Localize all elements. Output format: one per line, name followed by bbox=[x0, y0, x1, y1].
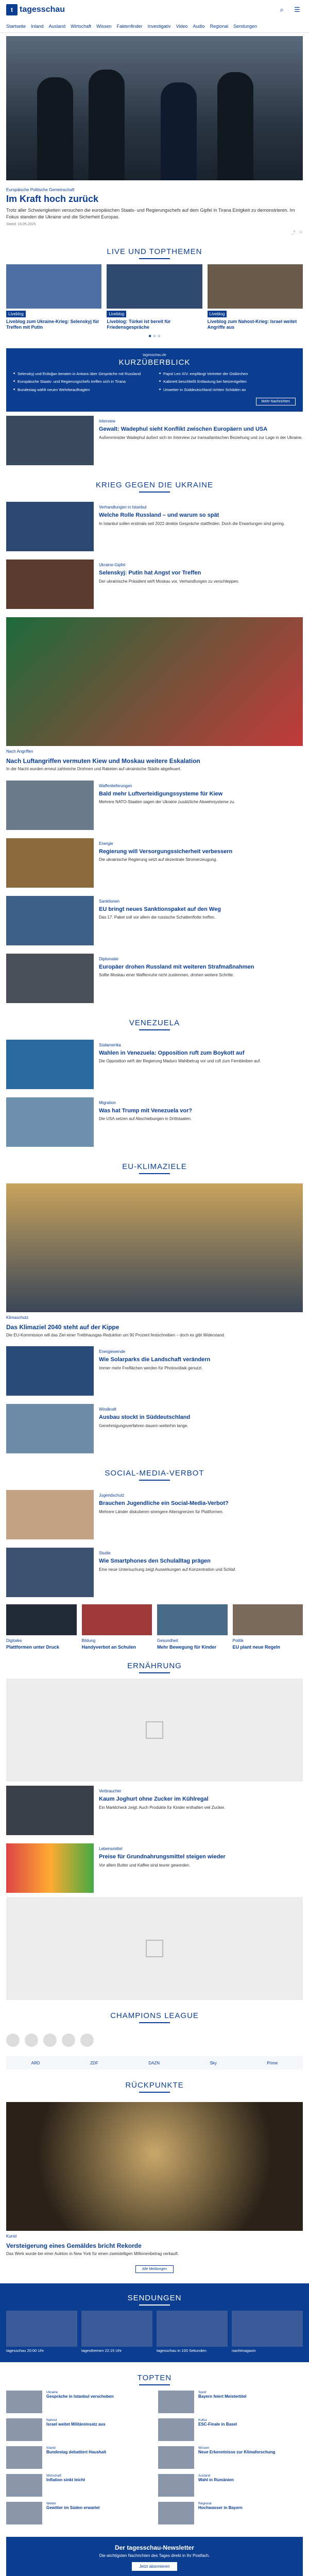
article-body bbox=[99, 1843, 303, 1893]
article-body bbox=[99, 896, 303, 945]
match-row[interactable] bbox=[0, 2028, 309, 2052]
article-desc: Die USA setzen auf Abschiebungen in Drittstaaten. bbox=[99, 1116, 192, 1122]
mini-kicker: Wetter bbox=[46, 2502, 57, 2506]
article-teaser[interactable] bbox=[0, 1782, 309, 1839]
mini-teaser[interactable] bbox=[158, 2391, 303, 2413]
article-teaser[interactable] bbox=[0, 1342, 309, 1400]
article-teaser[interactable] bbox=[0, 555, 309, 613]
sendung-image bbox=[6, 2311, 77, 2347]
team-logo bbox=[43, 2033, 57, 2047]
article-desc: Eine neue Untersuchung zeigt Auswirkungen auf Konzentration und Schlaf. bbox=[99, 1567, 236, 1572]
article-teaser[interactable] bbox=[0, 1839, 309, 1897]
article-title: Wie Smartphones den Schulalltag prägen bbox=[99, 1558, 211, 1565]
live-card[interactable] bbox=[6, 264, 101, 331]
grid-card[interactable] bbox=[82, 1604, 152, 1650]
mini-kicker: Wirtschaft bbox=[46, 2474, 61, 2478]
article-teaser[interactable] bbox=[0, 892, 309, 950]
article-title: Regierung will Versorgungssicherheit verbessern bbox=[99, 848, 233, 855]
article-image bbox=[6, 1786, 94, 1835]
nav-item-investigativ[interactable]: Investigativ bbox=[147, 23, 171, 29]
article-image bbox=[6, 1548, 94, 1597]
video-placeholder[interactable] bbox=[6, 1679, 303, 1782]
article-image bbox=[6, 1404, 94, 1453]
article-body bbox=[99, 416, 303, 465]
article-title: Nach Luftangriffen vermuten Kiew und Moskau weitere Eskalation bbox=[6, 757, 200, 765]
grid-image bbox=[6, 1604, 77, 1635]
hero-person bbox=[37, 77, 73, 180]
hero-teaser: Trotz aller Schwierigkeiten versuchen die europäischen Staats- und Regierungschefs auf dem Gipfel in Tirana Einigkeit zu demonstrieren. Im Fokus standen die Ukraine und die Sicherheit Europas. bbox=[6, 207, 295, 219]
mini-teaser[interactable] bbox=[158, 2502, 303, 2524]
live-kicker: Liveblog bbox=[6, 311, 26, 317]
article-image bbox=[6, 1346, 94, 1396]
article-title: Welche Rolle Russland – und warum so spät bbox=[99, 512, 219, 518]
article-kicker: Klimaschutz bbox=[6, 1315, 29, 1320]
article-title: Selenskyj: Putin hat Angst vor Treffen bbox=[99, 569, 201, 576]
section-title-eu: EU-KLIMAZIELE bbox=[0, 1162, 309, 1174]
mini-image bbox=[158, 2446, 194, 2469]
share-icon[interactable]: ⤴ bbox=[290, 230, 296, 235]
logo-text: tagesschau bbox=[20, 5, 65, 14]
article-desc: Die Opposition wirft der Regierung Maduro Wahlbetrug vor und ruft zum Fernbleiben auf. bbox=[99, 1059, 261, 1064]
mini-teaser[interactable] bbox=[6, 2446, 151, 2469]
image-placeholder-icon bbox=[146, 1940, 163, 1957]
mini-teaser[interactable] bbox=[158, 2474, 303, 2497]
hero-text bbox=[6, 184, 303, 226]
article-image bbox=[6, 1843, 94, 1893]
article-teaser-large[interactable] bbox=[0, 613, 309, 776]
article-title: Brauchen Jugendliche ein Social-Media-Verbot? bbox=[99, 1500, 229, 1507]
live-title: Liveblog zum Ukraine-Krieg: Selenskyj für Treffen mit Putin bbox=[6, 318, 99, 330]
section-title-social: SOCIAL-MEDIA-VERBOT bbox=[0, 1469, 309, 1481]
mini-image bbox=[6, 2418, 42, 2441]
live-image bbox=[6, 264, 101, 309]
partner-logo[interactable]: ARD bbox=[31, 2060, 40, 2065]
article-kicker: Lebensmittel bbox=[99, 1846, 123, 1852]
grid-kicker: Digitales bbox=[6, 1638, 22, 1643]
article-body bbox=[99, 954, 303, 1003]
article-body bbox=[99, 1040, 303, 1089]
mini-title: Neue Erkenntnisse zur Klimaforschung bbox=[198, 2450, 276, 2455]
article-title: Kaum Joghurt ohne Zucker im Kühlregal bbox=[99, 1796, 209, 1803]
box-title: KURZÜBERBLICK bbox=[118, 358, 191, 367]
article-body bbox=[99, 1097, 303, 1147]
article-image bbox=[6, 416, 94, 465]
article-teaser-large[interactable] bbox=[0, 2098, 309, 2261]
article-teaser[interactable] bbox=[0, 1486, 309, 1544]
box-list-item[interactable]: ■ Bundestag wählt neuen Wehrbeauftragten bbox=[13, 387, 150, 393]
article-teaser[interactable] bbox=[0, 1036, 309, 1093]
article-kicker: Diplomatie bbox=[99, 956, 118, 961]
hero-person bbox=[217, 72, 253, 180]
grid-kicker: Politik bbox=[232, 1638, 244, 1643]
box-list-item[interactable]: ■ Selenskyj und Erdoğan beraten in Ankara über Gespräche mit Russland bbox=[13, 371, 150, 377]
article-desc: Immer mehr Freiflächen werden für Photovoltaik genutzt. bbox=[99, 1365, 203, 1370]
article-image bbox=[6, 2102, 303, 2231]
share-row bbox=[6, 229, 303, 236]
article-image bbox=[6, 617, 303, 746]
mini-image bbox=[6, 2502, 42, 2524]
section-title-venezuela: VENEZUELA bbox=[0, 1019, 309, 1030]
newsletter-button[interactable]: Jetzt abonnieren bbox=[132, 2562, 177, 2571]
nav-item-startseite[interactable]: Startseite bbox=[6, 23, 26, 29]
mini-title: Israel weitet Militäreinsatz aus bbox=[46, 2422, 106, 2427]
hero-kicker: Europäische Politische Gemeinschaft bbox=[6, 188, 75, 192]
article-image bbox=[6, 1183, 303, 1312]
section-title-live: LIVE UND TOPTHEMEN bbox=[0, 247, 309, 259]
box-list-right bbox=[159, 371, 296, 395]
article-desc: Vor allem Butter und Kaffee sind teurer geworden. bbox=[99, 1863, 191, 1868]
live-kicker: Liveblog bbox=[107, 311, 126, 317]
team-logo bbox=[80, 2033, 94, 2047]
mini-title: Bayern feiert Meistertitel bbox=[198, 2394, 247, 2399]
article-image bbox=[6, 1040, 94, 1089]
article-desc: Sollte Moskau einer Waffenruhe nicht zustimmen, drohen weitere Schritte. bbox=[99, 973, 234, 978]
topten-col-right bbox=[158, 2391, 303, 2530]
section-title-ukraine: KRIEG GEGEN DIE UKRAINE bbox=[0, 481, 309, 493]
article-body bbox=[99, 1346, 303, 1396]
sendung-image bbox=[232, 2311, 303, 2347]
mini-kicker: Nahost bbox=[46, 2418, 57, 2422]
partner-logo[interactable]: ZDF bbox=[90, 2060, 98, 2065]
hero-person bbox=[89, 70, 125, 180]
all-news-button[interactable]: Alle Meldungen bbox=[135, 2265, 174, 2273]
carousel-dots[interactable]: ● ○ ○ bbox=[148, 333, 161, 340]
live-card[interactable] bbox=[208, 264, 303, 331]
mini-image bbox=[6, 2446, 42, 2469]
sendung-title: tagesschau 20:00 Uhr bbox=[6, 2348, 44, 2353]
box-more-row bbox=[13, 398, 296, 405]
article-desc: Mehrere Länder diskutieren strengere Altersgrenzen für Plattformen. bbox=[99, 1509, 224, 1514]
article-image bbox=[6, 1097, 94, 1147]
grid-kicker: Gesundheit bbox=[157, 1638, 178, 1643]
box-list-left bbox=[13, 371, 150, 395]
nav-item-wirtschaft[interactable]: Wirtschaft bbox=[71, 23, 92, 29]
sendungen-area bbox=[0, 2283, 309, 2362]
article-teaser[interactable] bbox=[0, 1093, 309, 1151]
live-card[interactable] bbox=[107, 264, 202, 331]
logo-mark: t bbox=[6, 4, 18, 15]
sendung-image bbox=[157, 2311, 228, 2347]
article-kicker: Energie bbox=[99, 841, 113, 846]
mini-title: Inflation sinkt leicht bbox=[46, 2478, 85, 2483]
nav-item-video[interactable]: Video bbox=[176, 23, 188, 29]
grid-image bbox=[157, 1604, 228, 1635]
topten-col-left bbox=[6, 2391, 151, 2530]
article-title: Europäer drohen Russland mit weiteren Strafmaßnahmen bbox=[99, 963, 254, 970]
hero-person bbox=[161, 82, 197, 180]
article-body bbox=[99, 1404, 303, 1453]
section-title-ernaehrung: ERNÄHRUNG bbox=[0, 1662, 309, 1673]
box-list-item[interactable]: ■ Kabinett beschließt Entlastung bei Netzentgelten bbox=[159, 379, 296, 384]
sendung-card[interactable] bbox=[6, 2311, 77, 2353]
sendung-card[interactable] bbox=[81, 2311, 152, 2353]
mini-kicker: Kultur bbox=[198, 2418, 207, 2422]
team-logo bbox=[62, 2033, 75, 2047]
sendung-card[interactable] bbox=[157, 2311, 228, 2353]
mini-title: ESC-Finale in Basel bbox=[198, 2422, 237, 2427]
mini-image bbox=[158, 2391, 194, 2413]
box-list-item[interactable]: ■ Unwetter in Süddeutschland richten Schäden an bbox=[159, 387, 296, 393]
article-title: Wahlen in Venezuela: Opposition ruft zum Boykott auf bbox=[99, 1049, 245, 1056]
article-body bbox=[99, 560, 303, 609]
team-logo bbox=[6, 2033, 20, 2047]
mini-teaser[interactable] bbox=[158, 2418, 303, 2441]
sendung-title: tagesschau in 100 Sekunden bbox=[157, 2348, 207, 2353]
article-desc: Das 17. Paket soll vor allem die russische Schattenflotte treffen. bbox=[99, 915, 216, 920]
article-kicker: Studie bbox=[99, 1551, 111, 1556]
article-kicker: Jugendschutz bbox=[99, 1493, 125, 1498]
nav-item-faktenfinder[interactable]: Faktenfinder bbox=[116, 23, 143, 29]
live-image bbox=[107, 264, 202, 309]
team-logo bbox=[25, 2033, 38, 2047]
grid-title: EU plant neue Regeln bbox=[232, 1645, 281, 1650]
article-body bbox=[99, 502, 303, 551]
article-desc: In Istanbul sollen erstmals seit 2022 direkte Gespräche stattfinden. Doch die Erwartungen sind gering. bbox=[99, 521, 285, 526]
box-overline: tagesschau.de bbox=[143, 353, 166, 358]
hero-headline[interactable]: Im Kraft hoch zurück bbox=[6, 194, 99, 204]
article-title: Das Klimaziel 2040 steht auf der Kippe bbox=[6, 1323, 119, 1331]
article-desc: Außenminister Wadephul äußert sich im Interview zur transatlantischen Beziehung und zur Lage in der Ukraine. bbox=[99, 435, 303, 440]
article-kicker: Verbraucher bbox=[99, 1789, 122, 1794]
article-teaser[interactable] bbox=[0, 834, 309, 892]
live-image bbox=[208, 264, 303, 309]
mini-teaser[interactable] bbox=[6, 2391, 151, 2413]
mini-kicker: Wissen bbox=[198, 2446, 210, 2450]
article-title: Preise für Grundnahrungsmittel steigen wieder bbox=[99, 1854, 226, 1860]
more-wrap bbox=[0, 2265, 309, 2273]
article-kicker: Südamerika bbox=[99, 1042, 121, 1047]
article-kicker: Ukraine-Gipfel bbox=[99, 562, 126, 567]
article-kicker: Verhandlungen in Istanbul bbox=[99, 504, 147, 510]
video-placeholder[interactable] bbox=[6, 1897, 303, 2000]
partner-logo[interactable]: Sky bbox=[210, 2060, 217, 2065]
grid-image bbox=[233, 1604, 303, 1635]
partner-logo[interactable]: DAZN bbox=[148, 2060, 160, 2065]
search-icon[interactable]: ⌕ bbox=[280, 6, 284, 13]
mini-kicker: Regional bbox=[198, 2502, 212, 2506]
article-kicker: Sanktionen bbox=[99, 899, 120, 904]
grid-kicker: Bildung bbox=[81, 1638, 96, 1643]
newsletter-desc: Die wichtigsten Nachrichten des Tages direkt in Ihr Postfach. bbox=[99, 2553, 210, 2558]
article-desc: Genehmigungsverfahren dauern weiterhin lange. bbox=[99, 1423, 188, 1428]
article-kicker: Interview bbox=[99, 418, 116, 423]
mini-teaser[interactable] bbox=[158, 2446, 303, 2469]
nav-item-inland[interactable]: Inland bbox=[31, 23, 44, 29]
sendung-title: nachtmagazin bbox=[232, 2348, 256, 2353]
top-bar bbox=[0, 0, 309, 20]
box-columns bbox=[13, 371, 296, 395]
topten-list bbox=[0, 2391, 309, 2530]
image-placeholder-icon bbox=[146, 1721, 163, 1739]
article-desc: Die EU-Kommission will das Ziel einer Treibhausgas-Reduktion um 90 Prozent festschreiben – doch es gibt Widerstand. bbox=[6, 1332, 226, 1337]
mini-kicker: Ausland bbox=[198, 2474, 211, 2478]
article-body bbox=[99, 1548, 303, 1597]
nav-item-audio[interactable]: Audio bbox=[193, 23, 205, 29]
article-kicker: Kunst bbox=[6, 2234, 17, 2239]
logo[interactable] bbox=[6, 4, 65, 15]
mini-title: Gewitter im Süden erwartet bbox=[46, 2505, 100, 2511]
bookmark-icon[interactable]: ☆ bbox=[298, 229, 303, 234]
section-title-sendungen: SENDUNGEN bbox=[6, 2294, 303, 2306]
grid-title: Mehr Bewegung für Kinder bbox=[157, 1645, 217, 1650]
article-teaser[interactable] bbox=[0, 1544, 309, 1601]
nav-item-regional[interactable]: Regional bbox=[210, 23, 229, 29]
article-desc: Ein Marktcheck zeigt: Auch Produkte für Kinder enthalten viel Zucker. bbox=[99, 1805, 226, 1810]
nav-item-wissen[interactable]: Wissen bbox=[96, 23, 112, 29]
mini-kicker: Ukraine bbox=[46, 2391, 58, 2395]
mini-title: Gespräche in Istanbul verschoben bbox=[46, 2394, 114, 2399]
article-teaser[interactable] bbox=[0, 498, 309, 555]
partner-bar bbox=[6, 2056, 303, 2070]
article-kicker: Windkraft bbox=[99, 1407, 116, 1412]
live-title: Liveblog: Türkei ist bereit für Friedensgespräche bbox=[107, 318, 171, 330]
article-kicker: Nach Angriffen bbox=[6, 749, 33, 754]
article-desc: Der ukrainische Präsident wirft Moskau vor, Verhandlungen zu verschleppen. bbox=[99, 579, 239, 584]
mini-teaser[interactable] bbox=[6, 2474, 151, 2497]
nav-item-ausland[interactable]: Ausland bbox=[48, 23, 66, 29]
article-desc: In der Nacht wurden erneut zahlreiche Drohnen und Raketen auf ukrainische Städte abgefeuert. bbox=[6, 766, 182, 771]
kurzueberblick-box bbox=[6, 348, 303, 412]
teaser-grid bbox=[0, 1604, 309, 1650]
mini-teaser[interactable] bbox=[6, 2418, 151, 2441]
sendungen-grid bbox=[6, 2311, 303, 2353]
menu-icon[interactable]: ☰ bbox=[294, 6, 300, 13]
box-list-item[interactable]: ■ Europäische Staats- und Regierungschefs treffen sich in Tirana bbox=[13, 379, 150, 384]
nav-item-sendungen[interactable]: Sendungen bbox=[233, 23, 258, 29]
article-title: Wie Solarparks die Landschaft verändern bbox=[99, 1357, 211, 1363]
grid-title: Plattformen unter Druck bbox=[6, 1645, 60, 1650]
mini-kicker: Sport bbox=[198, 2391, 207, 2395]
mini-image bbox=[158, 2502, 194, 2524]
grid-card[interactable] bbox=[157, 1604, 228, 1650]
article-image bbox=[6, 896, 94, 945]
section-title-topten: TOPTEN bbox=[0, 2374, 309, 2385]
article-title: Versteigerung eines Gemäldes bricht Rekorde bbox=[6, 2242, 142, 2250]
article-teaser[interactable] bbox=[0, 950, 309, 1007]
grid-title: Handyverbot an Schulen bbox=[81, 1645, 136, 1650]
article-title: Was hat Trump mit Venezuela vor? bbox=[99, 1107, 193, 1114]
live-row bbox=[0, 264, 309, 331]
live-kicker: Liveblog bbox=[208, 311, 227, 317]
article-title: Ausbau stockt in Süddeutschland bbox=[99, 1414, 191, 1421]
article-image bbox=[6, 838, 94, 888]
hero-image[interactable] bbox=[6, 36, 303, 180]
article-teaser[interactable] bbox=[0, 776, 309, 834]
mini-title: Wahl in Rumänien bbox=[198, 2478, 234, 2483]
article-title: Gewalt: Wadephul sieht Konflikt zwischen Europäern und USA bbox=[99, 426, 268, 432]
article-image bbox=[6, 1490, 94, 1539]
mini-teaser[interactable] bbox=[6, 2502, 151, 2524]
grid-card[interactable] bbox=[233, 1604, 303, 1650]
mini-title: Bundestag debattiert Haushalt bbox=[46, 2450, 107, 2455]
partner-logo[interactable]: Prime bbox=[267, 2060, 278, 2065]
grid-card[interactable] bbox=[6, 1604, 77, 1650]
sendung-title: tagesthemen 22:15 Uhr bbox=[81, 2348, 122, 2353]
section-title-champions: CHAMPIONS LEAGUE bbox=[0, 2011, 309, 2023]
article-image bbox=[6, 954, 94, 1003]
newsletter-box bbox=[6, 2537, 303, 2576]
grid-image bbox=[82, 1604, 152, 1635]
article-title: Bald mehr Luftverteidigungssysteme für Kiew bbox=[99, 790, 223, 797]
article-body bbox=[99, 1490, 303, 1539]
sendung-card[interactable] bbox=[232, 2311, 303, 2353]
article-body bbox=[99, 781, 303, 830]
article-body bbox=[99, 838, 303, 888]
mini-image bbox=[158, 2418, 194, 2441]
article-kicker: Migration bbox=[99, 1100, 116, 1105]
article-image bbox=[6, 560, 94, 609]
mini-image bbox=[6, 2391, 42, 2413]
mini-kicker: Inland bbox=[46, 2446, 56, 2450]
article-teaser[interactable] bbox=[0, 412, 309, 469]
article-title: EU bringt neues Sanktionspaket auf den Weg bbox=[99, 906, 221, 912]
article-desc: Das Werk wurde bei einer Auktion in New York für einen zweistelligen Millionenbetrag verkauft. bbox=[6, 2251, 179, 2257]
box-list-item[interactable]: ■ Papst Leo XIV. empfängt Vertreter der Ostkirchen bbox=[159, 371, 296, 377]
article-desc: Die ukrainische Regierung setzt auf dezentrale Stromerzeugung. bbox=[99, 857, 217, 862]
article-kicker: Energiewende bbox=[99, 1349, 126, 1354]
section-title-rueck: RÜCKPUNKTE bbox=[0, 2081, 309, 2093]
article-teaser-large[interactable] bbox=[0, 1179, 309, 1343]
main-nav bbox=[0, 20, 309, 33]
article-desc: Mehrere NATO-Staaten sagen der Ukraine zusätzliche Abwehrsysteme zu. bbox=[99, 800, 235, 805]
sendung-image bbox=[81, 2311, 152, 2347]
article-kicker: Waffenlieferungen bbox=[99, 783, 132, 788]
article-body bbox=[99, 1786, 303, 1835]
article-teaser[interactable] bbox=[0, 1400, 309, 1458]
newsletter-title: Der tagesschau-Newsletter bbox=[114, 2544, 195, 2552]
hero-timestamp: Stand: 16.05.2025 bbox=[6, 222, 36, 226]
article-image bbox=[6, 502, 94, 551]
more-news-button[interactable]: Mehr Nachrichten bbox=[256, 398, 296, 405]
article-image bbox=[6, 781, 94, 830]
mini-title: Hochwasser in Bayern bbox=[198, 2505, 243, 2511]
mini-image bbox=[158, 2474, 194, 2497]
live-title: Liveblog zum Nahost-Krieg: Israel weitet Angriffe aus bbox=[207, 318, 297, 330]
mini-image bbox=[6, 2474, 42, 2497]
